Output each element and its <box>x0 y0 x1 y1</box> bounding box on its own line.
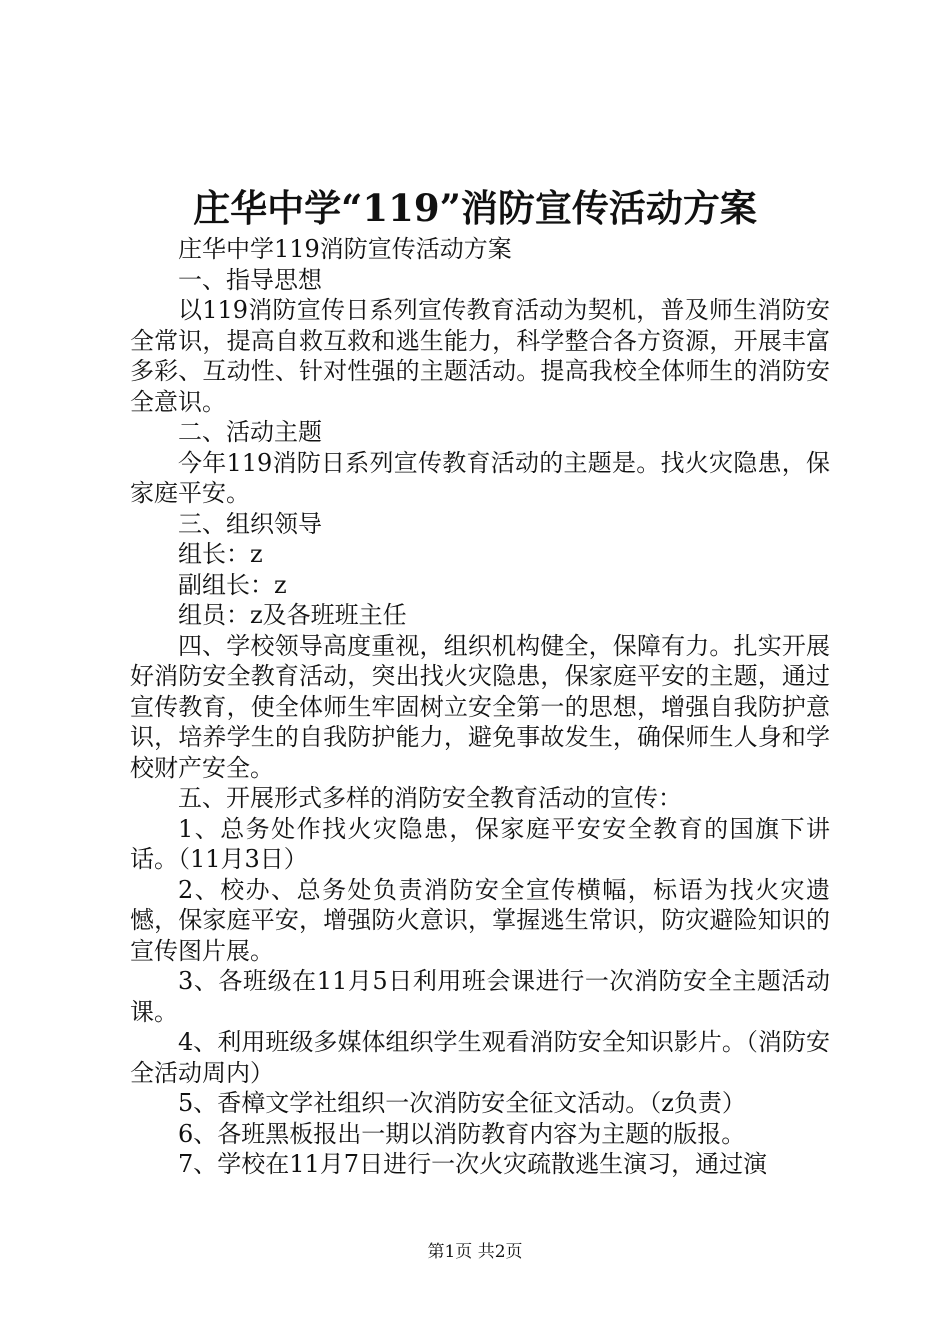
paragraph-subtitle: 庄华中学119消防宣传活动方案 <box>178 235 512 263</box>
list-item-7: 7、学校在11月7日进行一次火灾疏散逃生演习，通过演 <box>178 1150 768 1178</box>
paragraph-deputy-leader: 副组长：z <box>178 570 287 599</box>
section-heading-organization: 三、组织领导 <box>178 509 322 538</box>
paragraph-group-leader: 组长：z <box>178 540 263 568</box>
paragraph-members: 组员：z及各班班主任 <box>178 601 407 629</box>
section-heading-activity-theme: 二、活动主题 <box>178 418 322 446</box>
list-item-5: 5、香樟文学社组织一次消防安全征文活动。（z负责） <box>178 1089 746 1117</box>
section-heading-guiding-ideology: 一、指导思想 <box>178 265 322 294</box>
paragraph-section-five: 五、开展形式多样的消防安全教育活动的宣传： <box>178 784 682 812</box>
paragraph-guiding-ideology: 以119消防宣传日系列宣传教育活动为契机，普及师生消防安全常识，提高自救互救和逃生能力，科学整合各方资源，开展丰富多彩、互动性、针对性强的主题活动。提高我校全体师生的消防安全意识。 <box>130 296 830 416</box>
list-item-1: 1、总务处作找火灾隐患，保家庭平安安全教育的国旗下讲话。（11月3日） <box>130 814 830 873</box>
list-item-4: 4、利用班级多媒体组织学生观看消防安全知识影片。（消防安全活动周内） <box>130 1028 830 1087</box>
page-footer: 第1页 共2页 <box>427 1242 523 1262</box>
list-item-2: 2、校办、总务处负责消防安全宣传横幅，标语为找火灾遗憾，保家庭平安，增强防火意识，掌握逃生常识，防灾避险知识的宣传图片展。 <box>130 875 830 965</box>
list-item-6: 6、各班黑板报出一期以消防教育内容为主题的版报。 <box>178 1119 746 1148</box>
paragraph-activity-theme: 今年119消防日系列宣传教育活动的主题是。找火灾隐患，保家庭平安。 <box>130 448 830 507</box>
paragraph-section-four: 四、学校领导高度重视，组织机构健全，保障有力。扎实开展好消防安全教育活动，突出找火灾隐患，保家庭平安的主题，通过宣传教育，使全体师生牢固树立安全第一的思想，增强自我防护意识，培养学生的自我防护能力，避免事故发生，确保师生人身和学校财产安全。 <box>130 631 830 782</box>
document-body <box>130 234 830 1180</box>
list-item-3: 3、各班级在11月5日利用班会课进行一次消防安全主题活动课。 <box>130 967 830 1026</box>
document-title: 庄华中学“119”消防宣传活动方案 <box>193 186 757 230</box>
